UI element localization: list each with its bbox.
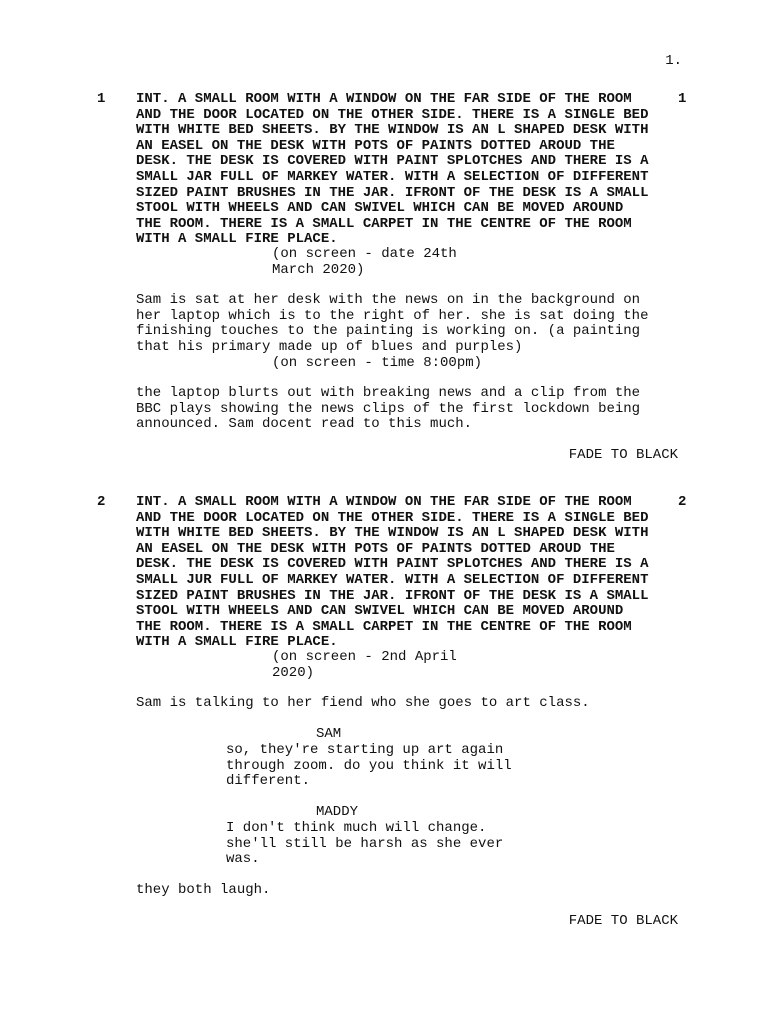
scene-heading: INT. A SMALL ROOM WITH A WINDOW ON THE FAR SIDE OF THE ROOM AND THE DOOR LOCATED ON THE OTHER SIDE. THERE IS A SINGLE BED WITH WHITE BED SHEETS. BY THE WINDOW IS AN L SHAPED DESK WITH AN EASEL ON THE DESK WITH POTS OF PAINTS DOTTED AROUD THE DESK. THE DESK IS COVERED WITH PAINT SPLOTCHES AND THERE IS A SMALL JUR FULL OF MARKEY WATER. WITH A SELECTION OF DIFFERENT SIZED PAINT BRUSHES IN THE JAR. IFRONT OF THE DESK IS A SMALL STOOL WITH WHEELS AND CAN SWIVEL WHICH CAN BE MOVED AROUND THE ROOM. THERE IS A SMALL CARPET IN THE CENTRE OF THE ROOM WITH A SMALL FIRE PLACE.	[136, 494, 649, 651]
transition: FADE TO BLACK	[568, 447, 678, 463]
character-name: MADDY	[316, 804, 359, 820]
parenthetical: (on screen - 2nd April 2020)	[272, 649, 457, 681]
scene-number-left: 2	[97, 494, 106, 510]
action-line: Sam is sat at her desk with the news on in the background on her laptop which is to the right of her. she is sat doing the finishing touches to the painting is working on. (a painting that his primary made up of blues and purples)	[136, 292, 649, 355]
scene-number-right: 1	[678, 91, 687, 107]
character-name: SAM	[316, 726, 342, 742]
transition: FADE TO BLACK	[568, 913, 678, 929]
action-line: the laptop blurts out with breaking news and a clip from the BBC plays showing the news clips of the first lockdown being announced. Sam docent read to this much.	[136, 385, 641, 433]
scene-number-left: 1	[97, 91, 106, 107]
parenthetical: (on screen - date 24th March 2020)	[272, 246, 457, 278]
action-line: Sam is talking to her fiend who she goes to art class.	[136, 695, 590, 711]
action-line: they both laugh.	[136, 882, 271, 898]
dialogue: I don't think much will change. she'll still be harsh as she ever was.	[226, 820, 504, 868]
dialogue: so, they're starting up art again through zoom. do you think it will different.	[226, 742, 512, 790]
scene-number-right: 2	[678, 494, 687, 510]
parenthetical: (on screen - time 8:00pm)	[272, 355, 483, 371]
page-number: 1.	[665, 53, 682, 69]
scene-heading: INT. A SMALL ROOM WITH A WINDOW ON THE FAR SIDE OF THE ROOM AND THE DOOR LOCATED ON THE OTHER SIDE. THERE IS A SINGLE BED WITH WHITE BED SHEETS. BY THE WINDOW IS AN L SHAPED DESK WITH AN EASEL ON THE DESK WITH POTS OF PAINTS DOTTED AROUD THE DESK. THE DESK IS COVERED WITH PAINT SPLOTCHES AND THERE IS A SMALL JAR FULL OF MARKEY WATER. WITH A SELECTION OF DIFFERENT SIZED PAINT BRUSHES IN THE JAR. IFRONT OF THE DESK IS A SMALL STOOL WITH WHEELS AND CAN SWIVEL WHICH CAN BE MOVED AROUND THE ROOM. THERE IS A SMALL CARPET IN THE CENTRE OF THE ROOM WITH A SMALL FIRE PLACE.	[136, 91, 649, 248]
